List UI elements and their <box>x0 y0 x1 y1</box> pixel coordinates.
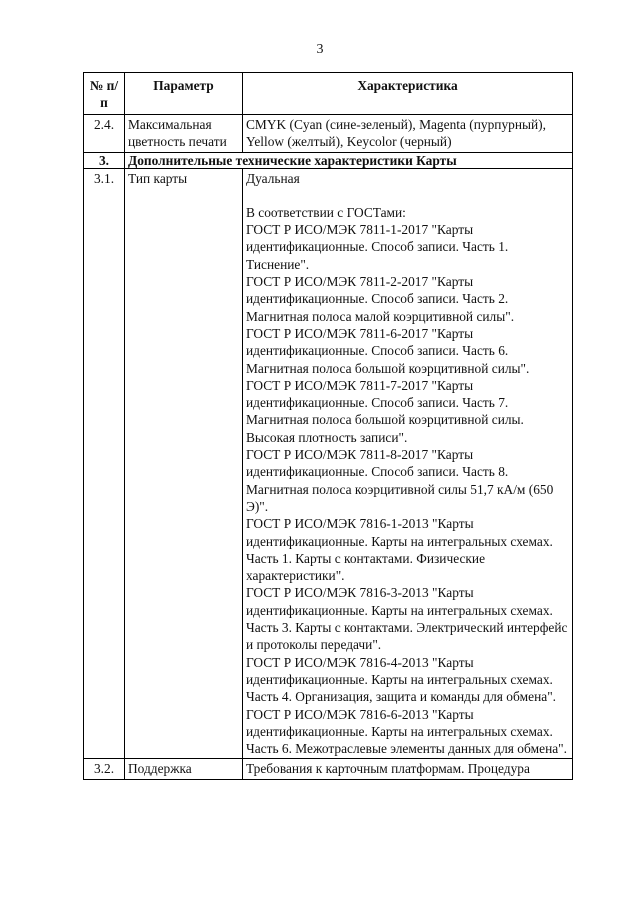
standard-item: ГОСТ Р ИСО/МЭК 7811-2-2017 "Карты идентификационные. Способ записи. Часть 2. Магнитная полоса малой коэрцитивной силы". <box>246 274 515 324</box>
header-num: № п/п <box>84 73 125 115</box>
row-3-2-characteristic: Требования к карточным платформам. Процедура <box>243 759 573 779</box>
header-characteristic: Характеристика <box>243 73 573 115</box>
page-number: 3 <box>316 42 324 57</box>
header-parameter: Параметр <box>125 73 243 115</box>
row-3-1-parameter: Тип карты <box>125 168 243 759</box>
section-3-num: 3. <box>84 152 125 168</box>
section-3-row <box>84 152 573 168</box>
row-3-2-num: 3.2. <box>84 759 125 779</box>
spacer <box>246 187 569 204</box>
table-row-3-2 <box>84 759 573 779</box>
card-type-value: Дуальная <box>246 170 300 186</box>
standard-item: ГОСТ Р ИСО/МЭК 7811-6-2017 "Карты идентификационные. Способ записи. Часть 6. Магнитная полоса большой коэрцитивной силы". <box>246 325 530 376</box>
standard-item: ГОСТ Р ИСО/МЭК 7811-7-2017 "Карты идентификационные. Способ записи. Часть 7. Магнитная полоса большой коэрцитивной силы. Высокая плотность записи". <box>246 377 524 445</box>
standard-item: ГОСТ Р ИСО/МЭК 7811-8-2017 "Карты идентификационные. Способ записи. Часть 8. Магнитная полоса коэрцитивной силы 51,7 кА/м (650 Э)". <box>246 447 554 514</box>
standard-item: ГОСТ Р ИСО/МЭК 7816-1-2013 "Карты идентификационные. Карты на интегральных схемах. Часть 1. Карты с контактами. Физические характеристики". <box>246 516 553 584</box>
row-3-2-parameter: Поддержка <box>125 759 243 779</box>
standard-item: ГОСТ Р ИСО/МЭК 7816-4-2013 "Карты идентификационные. Карты на интегральных схемах. Часть 4. Организация, защита и команды для обмена". <box>246 654 557 705</box>
row-2-4-characteristic: CMYK (Cyan (сине-зеленый), Magenta (пурпурный), Yellow (желтый), Keycolor (черный) <box>243 115 573 153</box>
row-2-4-num: 2.4. <box>84 115 125 153</box>
standards-intro: В соответствии с ГОСТами: <box>246 204 406 220</box>
standard-item: ГОСТ Р ИСО/МЭК 7811-1-2017 "Карты идентификационные. Способ записи. Часть 1. Тиснение". <box>246 222 509 272</box>
row-2-4-parameter: Максимальная цветность печати <box>125 115 243 153</box>
standard-item: ГОСТ Р ИСО/МЭК 7816-6-2013 "Карты идентификационные. Карты на интегральных схемах. Часть 6. Межотраслевые элементы данных для обмена". <box>246 706 567 757</box>
table-header-row <box>84 73 573 115</box>
row-3-1-num: 3.1. <box>84 168 125 759</box>
standard-item: ГОСТ Р ИСО/МЭК 7816-3-2013 "Карты идентификационные. Карты на интегральных схемах. Часть 3. Карты с контактами. Электрический интерфейс и протоколы передачи". <box>246 585 568 653</box>
table-row-2-4 <box>84 115 573 153</box>
table-row-3-1 <box>84 168 573 759</box>
row-3-1-characteristic <box>243 168 573 759</box>
section-3-title: Дополнительные технические характеристики Карты <box>125 152 573 168</box>
specification-table <box>83 72 573 780</box>
